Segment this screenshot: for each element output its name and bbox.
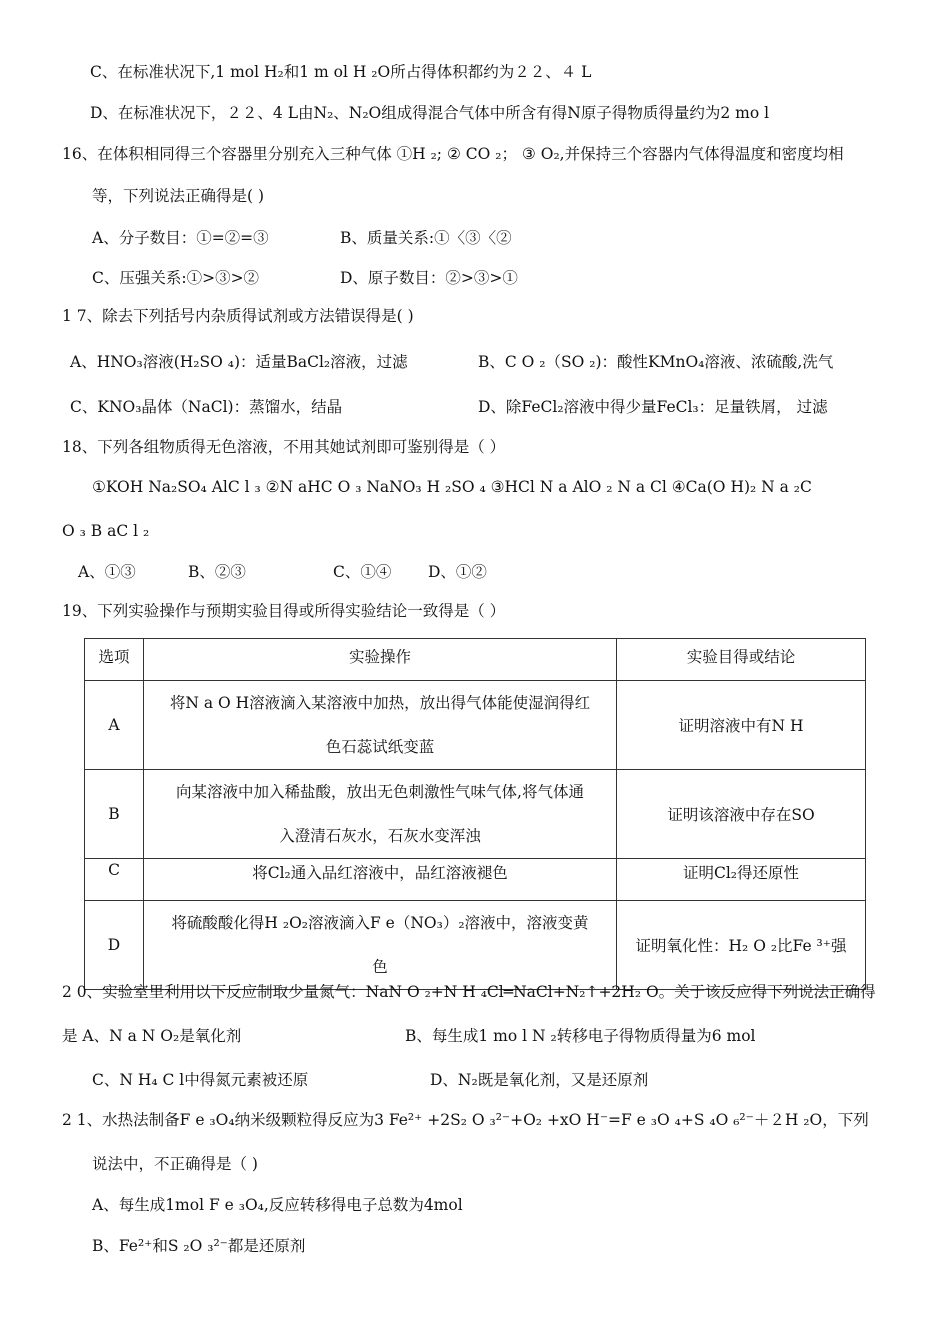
q18-groups: ①KOH Na₂SO₄ AlC l ₃ ②N aHC O ₃ NaNO₃ H ₂SO ₄ ③HCl N a AlO ₂ N a Cl ④Ca(O H)₂ N a ₂C bbox=[92, 478, 812, 496]
q19-stem: 19、下列实验操作与预期实验目得或所得实验结论一致得是（ ） bbox=[62, 602, 506, 620]
q17-option-b: B、C O ₂（SO ₂)：酸性KMnO₄溶液、浓硫酸,洗气 bbox=[478, 353, 834, 371]
table-row bbox=[85, 681, 866, 770]
q20-option-d: D、N₂既是氧化剂，又是还原剂 bbox=[430, 1071, 649, 1089]
row-option: A bbox=[85, 681, 144, 770]
q21-option-b: B、Fe²⁺和S ₂O ₃²⁻都是还原剂 bbox=[92, 1237, 306, 1255]
q15-option-c: C、在标准状况下,1 mol H₂和1 m ol H ₂O所占得体积都约为２２、４ L bbox=[90, 63, 592, 81]
row-operation bbox=[144, 681, 617, 770]
q18-groups-cont: O ₃ B aC l ₂ bbox=[62, 522, 150, 540]
q15-option-d: D、在标准状况下，２２、4 L由N₂、N₂O组成得混合气体中所含有得N原子得物质得量约为2 mo l bbox=[90, 104, 770, 122]
q16-option-d: D、原子数目：②>③>① bbox=[340, 269, 518, 287]
header-option: 选项 bbox=[85, 639, 144, 681]
row-operation bbox=[144, 770, 617, 859]
row-operation-line2: 色 bbox=[372, 958, 388, 976]
row-operation bbox=[144, 901, 617, 990]
q19-table bbox=[84, 638, 866, 990]
row-operation-line1: 向某溶液中加入稀盐酸，放出无色刺激性气味气体,将气体通 bbox=[176, 783, 584, 801]
q20-option-c: C、N H₄ C l中得氮元素被还原 bbox=[92, 1071, 309, 1089]
q20-stem: 2 0、实验室里利用以下反应制取少量氮气：NaN O ₂+N H ₄Cl═NaCl+N₂↑+2H₂ O。关于该反应得下列说法正确得 bbox=[62, 983, 876, 1001]
q17-option-c: C、KNO₃晶体（NaCl)：蒸馏水，结晶 bbox=[70, 398, 343, 416]
row-option: C bbox=[85, 859, 144, 901]
q17-option-a: A、HNO₃溶液(H₂SO ₄)：适量BaCl₂溶液，过滤 bbox=[70, 353, 408, 371]
row-operation-line1: 将硫酸酸化得H ₂O₂溶液滴入F e（NO₃）₂溶液中，溶液变黄 bbox=[171, 914, 589, 932]
q20-option-b: B、每生成1 mo l N ₂转移电子得物质得量为6 mol bbox=[405, 1027, 756, 1045]
row-conclusion: 证明该溶液中存在SO bbox=[617, 770, 866, 859]
row-option: D bbox=[85, 901, 144, 990]
table-header-row bbox=[85, 639, 866, 681]
q16-stem: 16、在体积相同得三个容器里分别充入三种气体 ①H ₂; ② CO ₂； ③ O₂,并保持三个容器内气体得温度和密度均相 bbox=[62, 145, 844, 163]
row-operation: 将Cl₂通入品红溶液中，品红溶液褪色 bbox=[144, 859, 617, 901]
q17-option-d: D、除FeCl₂溶液中得少量FeCl₃：足量铁屑， 过滤 bbox=[478, 398, 828, 416]
row-operation-line2: 色石蕊试纸变蓝 bbox=[325, 738, 435, 756]
table-row bbox=[85, 770, 866, 859]
row-option: B bbox=[85, 770, 144, 859]
header-conclusion: 实验目得或结论 bbox=[617, 639, 866, 681]
q16-option-b: B、质量关系:①〈③〈② bbox=[340, 229, 512, 247]
q16-stem-cont: 等，下列说法正确得是( ) bbox=[92, 187, 265, 205]
q16-option-a: A、分子数目：①=②=③ bbox=[92, 229, 269, 247]
q21-stem: 2 1、水热法制备F e ₃O₄纳米级颗粒得反应为3 Fe²⁺ +2S₂ O ₃²⁻+O₂ +xO H⁻=F e ₃O ₄+S ₄O ₆²⁻＋２H ₂O，下列 bbox=[62, 1111, 869, 1129]
table-row bbox=[85, 859, 866, 901]
q20-option-a: 是 A、N a N O₂是氧化剂 bbox=[62, 1027, 242, 1045]
q17-stem: 1 7、除去下列括号内杂质得试剂或方法错误得是( ) bbox=[62, 307, 414, 325]
q18-option-d: D、①② bbox=[428, 563, 487, 581]
q18-option-b: B、②③ bbox=[188, 563, 246, 581]
q18-option-a: A、①③ bbox=[78, 563, 136, 581]
row-conclusion: 证明溶液中有N H bbox=[617, 681, 866, 770]
row-conclusion: 证明氧化性：H₂ O ₂比Fe ³⁺强 bbox=[617, 901, 866, 990]
header-operation: 实验操作 bbox=[144, 639, 617, 681]
q21-option-a: A、每生成1mol F e ₃O₄,反应转移得电子总数为4mol bbox=[92, 1196, 463, 1214]
table-row bbox=[85, 901, 866, 990]
q18-stem: 18、下列各组物质得无色溶液，不用其她试剂即可鉴别得是（ ） bbox=[62, 438, 506, 456]
row-operation-line1: 将N a O H溶液滴入某溶液中加热，放出得气体能使湿润得红 bbox=[169, 694, 591, 712]
q16-option-c: C、压强关系:①>③>② bbox=[92, 269, 260, 287]
row-conclusion: 证明Cl₂得还原性 bbox=[617, 859, 866, 901]
q21-stem-cont: 说法中，不正确得是（ ) bbox=[92, 1155, 258, 1173]
row-operation-line2: 入澄清石灰水，石灰水变浑浊 bbox=[279, 827, 481, 845]
q18-option-c: C、①④ bbox=[333, 563, 392, 581]
